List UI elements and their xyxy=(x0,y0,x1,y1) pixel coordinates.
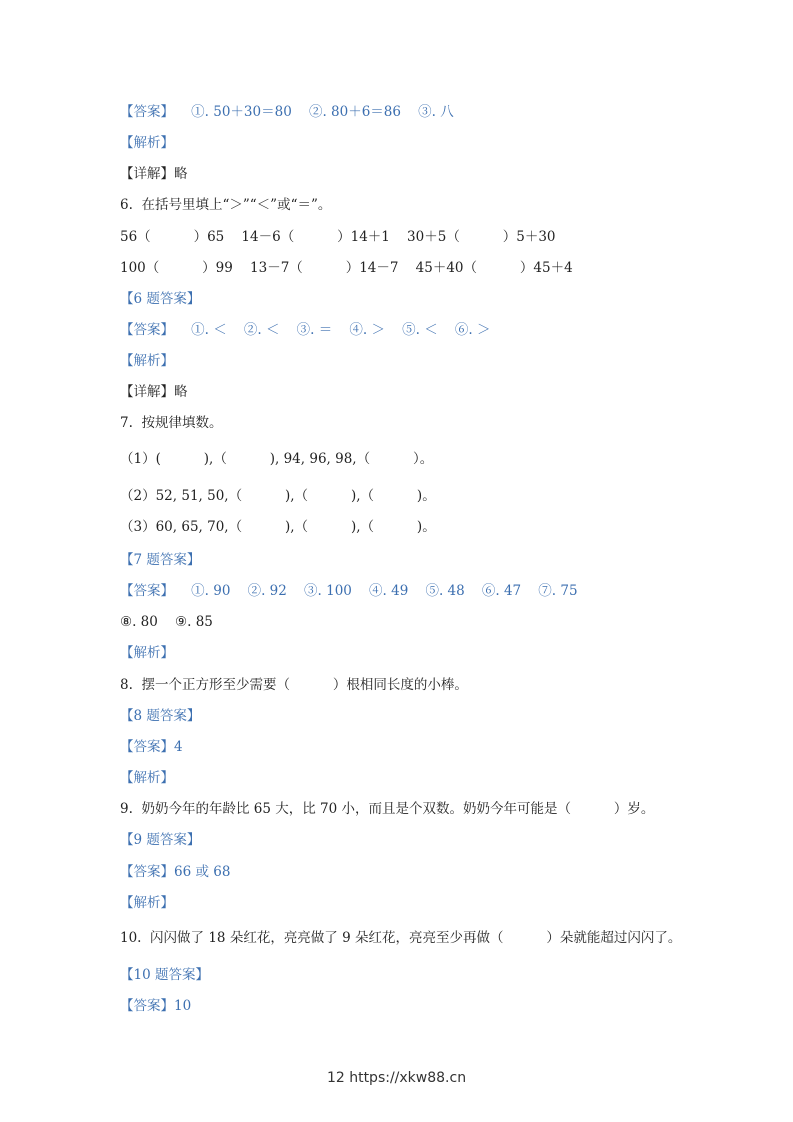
analysis-label: 【解析】 xyxy=(120,135,174,151)
question-7: 7. 按规律填数。 xyxy=(120,415,223,431)
answer-heading-10: 【10 题答案】 xyxy=(120,967,209,983)
question-9: 9. 奶奶今年的年龄比 65 大，比 70 小，而且是个双数。奶奶今年可能是（ ）岁。 xyxy=(120,801,655,817)
answer-line-9: 【答案】66 或 68 xyxy=(120,864,231,880)
answer-heading-7: 【7 题答案】 xyxy=(120,552,201,568)
answer-heading-8: 【8 题答案】 xyxy=(120,708,201,724)
detail-label: 【详解】略 xyxy=(120,384,188,400)
analysis-label: 【解析】 xyxy=(120,770,174,786)
question-10: 10. 闪闪做了 18 朵红花，亮亮做了 9 朵红花，亮亮至少再做（ ）朵就能超过闪闪了。 xyxy=(120,930,682,946)
question-6: 6. 在括号里填上“＞”“＜”或“＝”。 xyxy=(120,197,332,213)
question-6-row-1: 56（ ）65 14－6（ ）14＋1 30＋5（ ）5＋30 xyxy=(120,229,556,245)
analysis-label: 【解析】 xyxy=(120,353,174,369)
question-7-part-1: （1）( ),（ ), 94, 96, 98,（ ）。 xyxy=(120,451,434,467)
analysis-label: 【解析】 xyxy=(120,645,174,661)
analysis-label: 【解析】 xyxy=(120,895,174,911)
question-7-part-3: （3）60, 65, 70,（ ),（ ),（ )。 xyxy=(120,519,436,535)
answer-line-8: 【答案】4 xyxy=(120,739,183,755)
answer-line-6: 【答案】 ①. ＜ ②. ＜ ③. ＝ ④. ＞ ⑤. ＜ ⑥. ＞ xyxy=(120,322,491,338)
question-6-row-2: 100（ ）99 13－7（ ）14－7 45＋40（ ）45＋4 xyxy=(120,260,573,276)
answer-heading-6: 【6 题答案】 xyxy=(120,291,201,307)
question-8: 8. 摆一个正方形至少需要（ ）根相同长度的小棒。 xyxy=(120,677,468,693)
answer-line-10: 【答案】10 xyxy=(120,998,192,1014)
answer-line-7-continued: ⑧. 80 ⑨. 85 xyxy=(120,614,213,630)
detail-label: 【详解】略 xyxy=(120,166,188,182)
question-7-part-2: （2）52, 51, 50,（ ),（ ),（ )。 xyxy=(120,488,436,504)
answer-line-5: 【答案】 ①. 50＋30＝80 ②. 80＋6＝86 ③. 八 xyxy=(120,104,454,120)
page-footer: 12 https://xkw88.cn xyxy=(326,1070,467,1086)
answer-heading-9: 【9 题答案】 xyxy=(120,832,201,848)
answer-line-7: 【答案】 ①. 90 ②. 92 ③. 100 ④. 49 ⑤. 48 ⑥. 47 ⑦. 75 xyxy=(120,583,578,599)
